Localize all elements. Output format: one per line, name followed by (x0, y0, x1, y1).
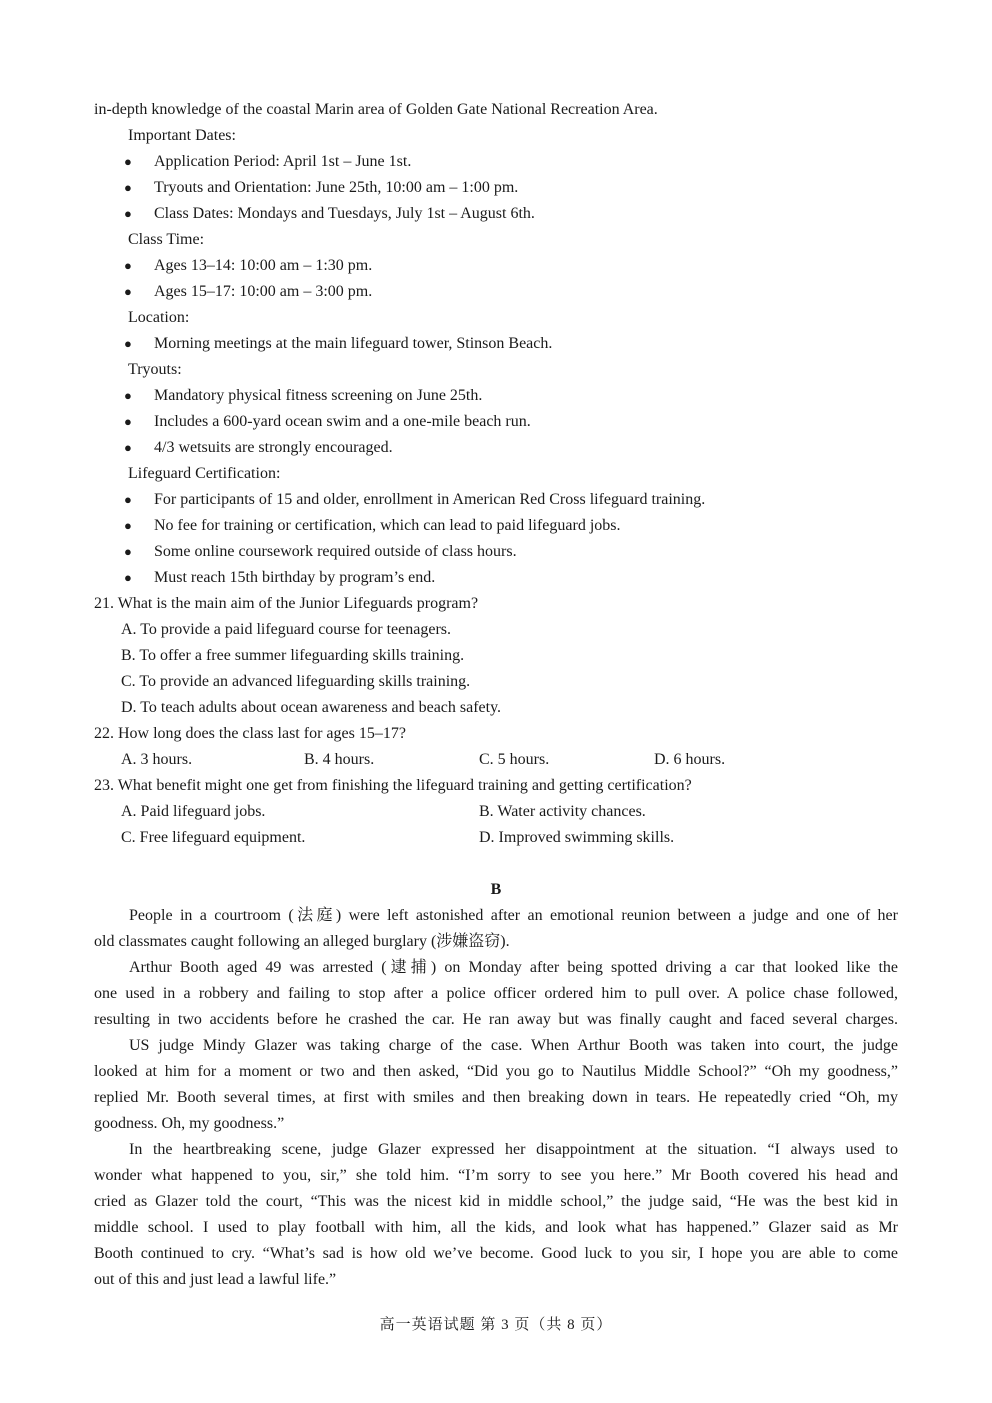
passage-line: goodness. Oh, my goodness.” (94, 1115, 285, 1132)
list-item: 4/3 wetsuits are strongly encouraged. (154, 439, 393, 456)
bullet-icon: ● (124, 284, 132, 299)
answer-option: C. Free lifeguard equipment. (121, 829, 306, 846)
bullet-icon: ● (124, 154, 132, 169)
passage-line: looked at him for a moment or two and then asked, “Did you go to Nautilus Middle School?” “Oh my goodness,” (94, 1063, 898, 1080)
answer-option: A. 3 hours. (121, 751, 193, 768)
passage-line: one used in a robbery and failing to stop after a police officer ordered him to pull over. A police chase followed, (94, 985, 898, 1002)
question-stem: 21. What is the main aim of the Junior Lifeguards program? (94, 595, 479, 612)
passage-line: cried as Glazer told the court, “This was the nicest kid in middle school,” the judge said, “He was the best kid in (94, 1193, 898, 1210)
answer-option: A. To provide a paid lifeguard course for teenagers. (121, 621, 452, 638)
list-item: Some online coursework required outside of class hours. (154, 543, 517, 560)
list-item: Mandatory physical fitness screening on June 25th. (154, 387, 483, 404)
list-item: Application Period: April 1st – June 1st. (154, 153, 412, 170)
list-item: Class Dates: Mondays and Tuesdays, July 1st – August 6th. (154, 205, 535, 222)
question-stem: 22. How long does the class last for ages 15–17? (94, 725, 406, 742)
passage-line: out of this and just lead a lawful life.” (94, 1271, 337, 1288)
page-footer: 高一英语试题 第 3 页（共 8 页） (379, 1317, 613, 1333)
answer-option: B. 4 hours. (304, 751, 375, 768)
passage-line: People in a courtroom (法庭) were left astonished after an emotional reunion between a judge and one of her (129, 907, 898, 924)
list-item: Morning meetings at the main lifeguard tower, Stinson Beach. (154, 335, 553, 352)
list-item: Ages 15–17: 10:00 am – 3:00 pm. (154, 283, 373, 300)
answer-option: D. 6 hours. (654, 751, 726, 768)
list-item: No fee for training or certification, which can lead to paid lifeguard jobs. (154, 517, 621, 534)
bullet-icon: ● (124, 388, 132, 403)
passage-line: Arthur Booth aged 49 was arrested (逮捕) on Monday after being spotted driving a car that looked like the (129, 959, 898, 976)
passage-line: wonder what happened to you, sir,” she told him. “I’m sorry to see you here.” Mr Booth covered his head and (94, 1167, 898, 1184)
section-heading: Important Dates: (128, 127, 236, 144)
intro-line: in-depth knowledge of the coastal Marin area of Golden Gate National Recreation Area. (94, 101, 658, 118)
answer-option: C. To provide an advanced lifeguarding skills training. (121, 673, 471, 690)
list-item: Tryouts and Orientation: June 25th, 10:00 am – 1:00 pm. (154, 179, 519, 196)
passage-line: In the heartbreaking scene, judge Glazer expressed her disappointment at the situation. “I always used to (129, 1141, 898, 1158)
section-heading: Tryouts: (128, 361, 182, 378)
bullet-icon: ● (124, 336, 132, 351)
answer-option: A. Paid lifeguard jobs. (121, 803, 266, 820)
list-item: For participants of 15 and older, enrollment in American Red Cross lifeguard training. (154, 491, 706, 508)
answer-option: D. Improved swimming skills. (479, 829, 675, 846)
passage-line: replied Mr. Booth several times, at first with smiles and then breaking down in tears. He repeatedly cried “Oh, my (94, 1089, 898, 1106)
passage-label: B (490, 881, 502, 898)
answer-option: D. To teach adults about ocean awareness and beach safety. (121, 699, 502, 716)
bullet-icon: ● (124, 544, 132, 559)
section-heading: Lifeguard Certification: (128, 465, 281, 482)
answer-option: C. 5 hours. (479, 751, 550, 768)
passage-line: US judge Mindy Glazer was taking charge of the case. When Arthur Booth was taken into court, the judge (129, 1037, 898, 1054)
bullet-icon: ● (124, 440, 132, 455)
bullet-icon: ● (124, 570, 132, 585)
answer-option: B. Water activity chances. (479, 803, 646, 820)
bullet-icon: ● (124, 414, 132, 429)
bullet-icon: ● (124, 492, 132, 507)
list-item: Must reach 15th birthday by program’s end. (154, 569, 436, 586)
bullet-icon: ● (124, 518, 132, 533)
answer-option: B. To offer a free summer lifeguarding skills training. (121, 647, 465, 664)
passage-line: Booth continued to cry. “What’s sad is how old we’ve become. Good luck to you sir, I hope you are able to come (94, 1245, 898, 1262)
bullet-icon: ● (124, 206, 132, 221)
list-item: Includes a 600-yard ocean swim and a one-mile beach run. (154, 413, 531, 430)
section-heading: Class Time: (128, 231, 205, 248)
list-item: Ages 13–14: 10:00 am – 1:30 pm. (154, 257, 373, 274)
question-stem: 23. What benefit might one get from finishing the lifeguard training and getting certification? (94, 777, 692, 794)
bullet-icon: ● (124, 180, 132, 195)
passage-line: resulting in two accidents before he crashed the car. He ran away but was finally caught and faced several charges. (94, 1011, 898, 1028)
bullet-icon: ● (124, 258, 132, 273)
passage-line: old classmates caught following an alleged burglary (涉嫌盗窃). (94, 933, 510, 950)
section-heading: Location: (128, 309, 190, 326)
passage-line: middle school. I used to play football with him, all the kids, and look what has happened.” Glazer said as Mr (94, 1219, 898, 1236)
